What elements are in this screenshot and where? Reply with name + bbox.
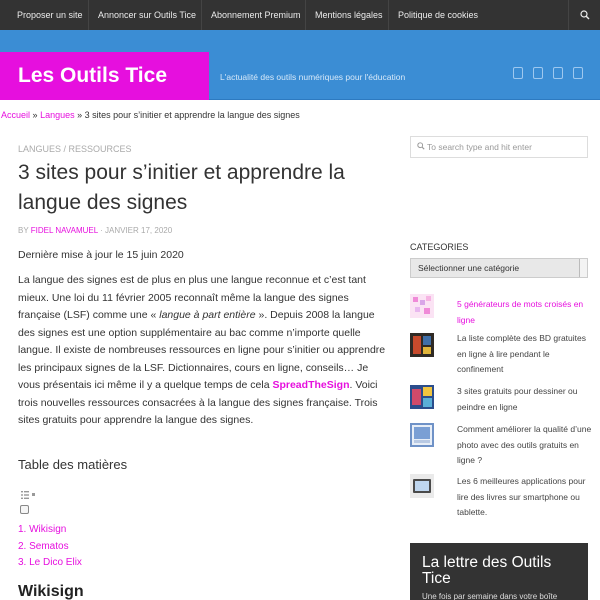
- search-toggle-button[interactable]: [568, 0, 600, 30]
- search-placeholder: To search type and hit enter: [427, 142, 532, 152]
- intro-paragraph: [18, 272, 388, 430]
- search-icon: [417, 142, 425, 150]
- byline-by: BY: [18, 226, 29, 235]
- intro-text-1: La langue des signes est de plus en plus une langue reconnue et c’est tant mieux. Une loi du 11 février 2005 reconnaît même la langue des signes française (LSF) comme une «: [18, 274, 366, 321]
- breadcrumb-category[interactable]: Langues: [40, 110, 75, 120]
- nav-legal[interactable]: Mentions légales: [307, 0, 389, 30]
- intro-text-2: ». Depuis 2008 la langue des signes est une option supplémentaire au bac comme n’importe quelle langue. Il existe de nombreuses ressources en ligne pour s’initier ou apprendre les principaux signes de la LSF. Dictionnaires, cours en ligne, conseils… Je vous présentais ici même il y a quelque temps de cela: [18, 309, 386, 391]
- comics-thumbnail[interactable]: [410, 333, 434, 357]
- toc-item[interactable]: 1. Wikisign: [18, 524, 67, 535]
- site-name: Les Outils Tice: [18, 64, 167, 87]
- search-icon: [580, 10, 590, 20]
- recent-post-link[interactable]: Comment améliorer la qualité d’une photo avec des outils gratuits en ligne ?: [457, 424, 592, 465]
- intro-text-3: . Voici trois nouvelles ressources consacrées à la langue des signes française. Trois sites gratuits pour apprendre la langue des signes.: [18, 379, 378, 426]
- chevron-down-icon: [579, 259, 587, 277]
- categories-heading: CATEGORIES: [410, 242, 469, 252]
- breadcrumb-current: 3 sites pour s’initier et apprendre la langue des signes: [84, 110, 300, 120]
- site-tagline: L'actualité des outils numériques pour l'éducation: [220, 72, 406, 82]
- painting-thumbnail[interactable]: [410, 385, 434, 409]
- post-byline: [18, 226, 172, 235]
- author-link[interactable]: FIDEL NAVAMUEL: [30, 226, 98, 235]
- categories-dropdown[interactable]: [410, 258, 588, 278]
- recent-post-link[interactable]: Les 6 meilleures applications pour lire des livres sur smartphone ou tablette.: [457, 476, 586, 517]
- email-icon[interactable]: [533, 67, 543, 79]
- newsletter-subtitle: Une fois par semaine dans votre boîte: [422, 592, 558, 600]
- site-header: [0, 30, 600, 100]
- reading-apps-thumbnail[interactable]: [410, 474, 434, 498]
- recent-post-link[interactable]: 5 générateurs de mots croisés en ligne: [457, 299, 584, 325]
- recent-post-link[interactable]: 3 sites gratuits pour dessiner ou peindre en ligne: [457, 386, 578, 412]
- toc-title: Table des matières: [18, 457, 128, 472]
- breadcrumb: [1, 110, 300, 120]
- nav-premium[interactable]: Abonnement Premium: [203, 0, 306, 30]
- nav-advertise[interactable]: Annoncer sur Outils Tice: [90, 0, 202, 30]
- crossword-thumbnail[interactable]: [410, 294, 434, 318]
- list-icon[interactable]: [21, 490, 35, 500]
- toc-item[interactable]: 3. Le Dico Elix: [18, 557, 82, 568]
- breadcrumb-home[interactable]: Accueil: [1, 110, 31, 120]
- facebook-icon[interactable]: [573, 67, 583, 79]
- page-title: 3 sites pour s’initier et apprendre la langue des signes: [18, 161, 345, 214]
- recent-post-link[interactable]: La liste complète des BD gratuites en ligne à lire pendant le confinement: [457, 333, 586, 374]
- sidebar-search-input[interactable]: [410, 136, 588, 158]
- toc-item[interactable]: 2. Sematos: [18, 541, 69, 552]
- section-heading: Wikisign: [18, 583, 84, 600]
- breadcrumb-separator: »: [77, 110, 83, 120]
- newsletter-widget: [410, 543, 588, 600]
- rss-icon[interactable]: [513, 67, 523, 79]
- toc-toggle-checkbox[interactable]: [20, 505, 29, 514]
- breadcrumb-separator: »: [32, 110, 38, 120]
- spreadthesign-link[interactable]: SpreadTheSign: [272, 379, 350, 391]
- nav-propose-site[interactable]: Proposer un site: [9, 0, 89, 30]
- top-navigation: [0, 0, 600, 30]
- newsletter-title: La lettre des Outils Tice: [422, 554, 552, 587]
- nav-cookies[interactable]: Politique de cookies: [398, 10, 479, 20]
- photo-thumbnail[interactable]: [410, 423, 434, 447]
- post-date: · JANVIER 17, 2020: [100, 226, 173, 235]
- twitter-icon[interactable]: [553, 67, 563, 79]
- categories-selected: Sélectionner une catégorie: [418, 263, 520, 273]
- site-logo[interactable]: [0, 52, 209, 100]
- intro-emphasis: langue à part entière: [159, 309, 256, 321]
- post-categories[interactable]: LANGUES / RESSOURCES: [18, 144, 132, 154]
- last-updated: Dernière mise à jour le 15 juin 2020: [18, 249, 184, 261]
